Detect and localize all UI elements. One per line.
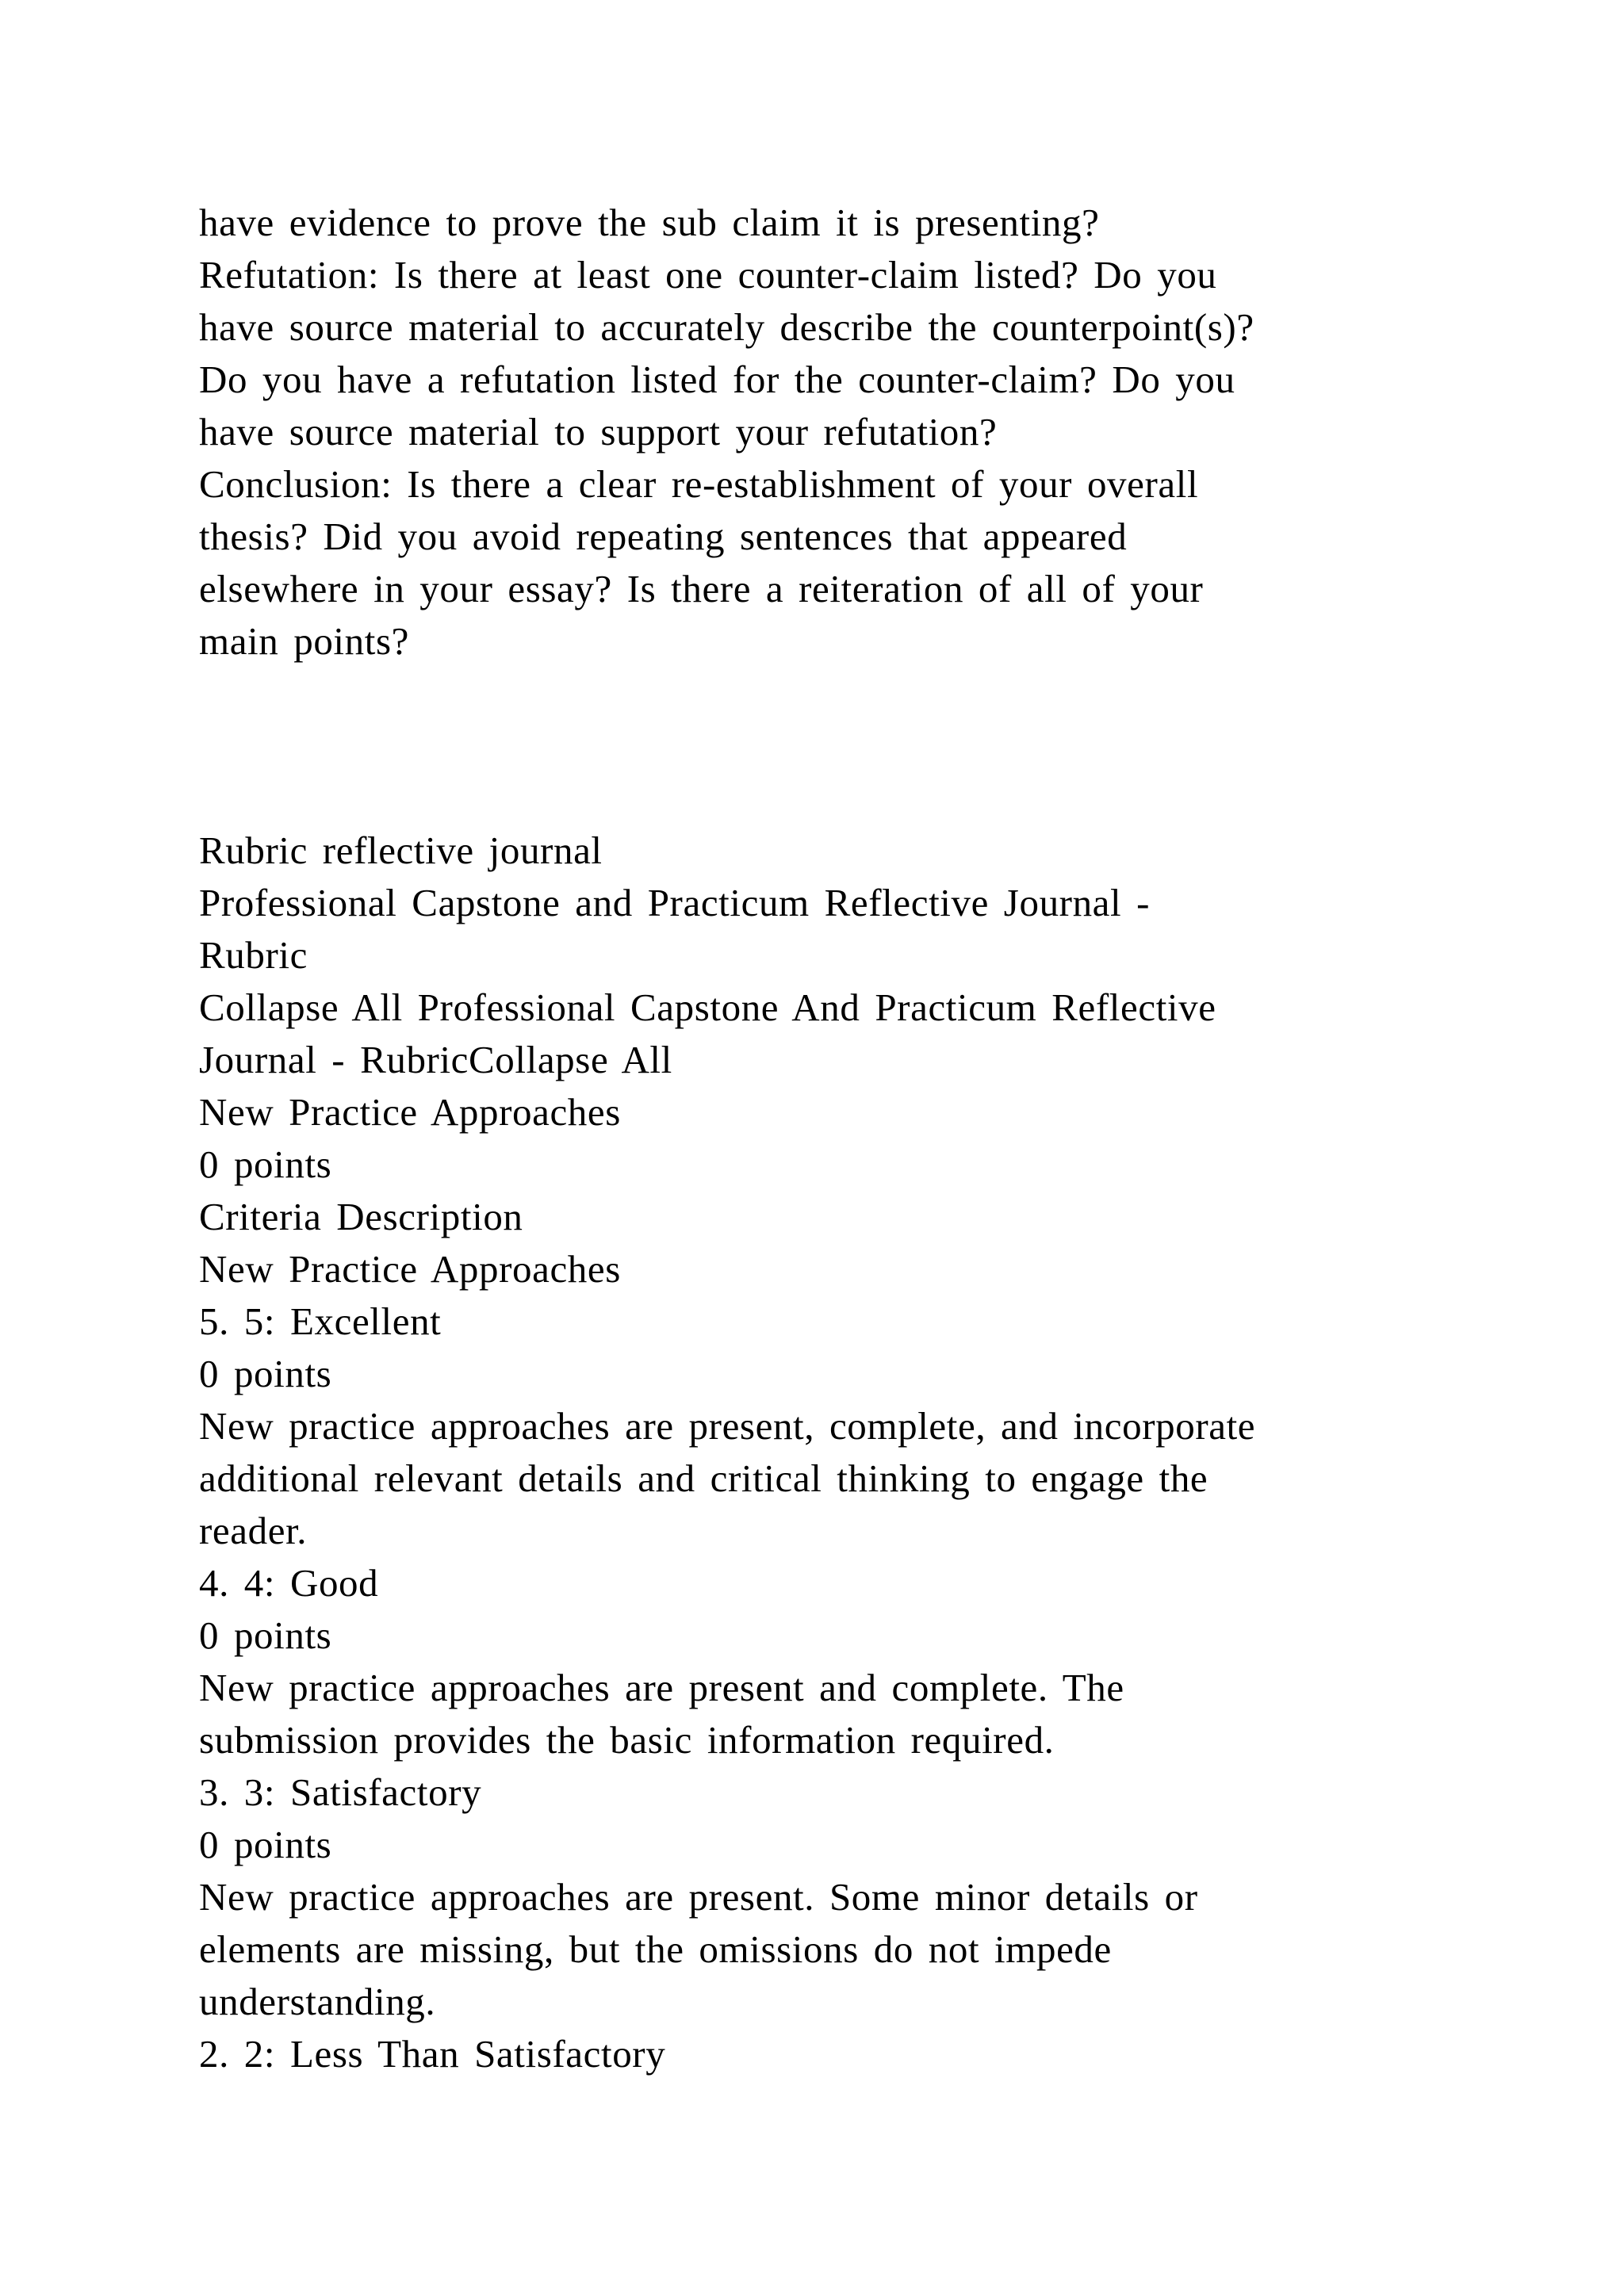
points-value: 0 points	[199, 1142, 332, 1186]
text-line: thesis? Did you avoid repeating sentences that appeared	[199, 515, 1128, 558]
text-line: Journal - RubricCollapse All	[199, 1038, 672, 1081]
criterion-name: New Practice Approaches	[199, 1090, 621, 1134]
text-line: main points?	[199, 619, 409, 663]
text-line: Conclusion: Is there a clear re-establishment of your overall	[199, 462, 1199, 506]
points-value: 0 points	[199, 1823, 332, 1866]
criterion-name: New Practice Approaches	[199, 1247, 621, 1291]
text-line: have evidence to prove the sub claim it is presenting?	[199, 201, 1100, 244]
rating-description: elements are missing, but the omissions do not impede	[199, 1927, 1112, 1971]
rating-description: reader.	[199, 1509, 308, 1552]
rating-level: 2. 2: Less Than Satisfactory	[199, 2032, 666, 2076]
rubric-heading: Professional Capstone and Practicum Reflective Journal -	[199, 881, 1151, 924]
text-line: Refutation: Is there at least one counter-claim listed? Do you	[199, 253, 1217, 297]
text-line: elsewhere in your essay? Is there a reiteration of all of your	[199, 567, 1204, 610]
points-value: 0 points	[199, 1613, 332, 1657]
rating-level: 5. 5: Excellent	[199, 1299, 442, 1343]
rubric-text	[199, 825, 1515, 2080]
rating-description: submission provides the basic information required.	[199, 1718, 1055, 1762]
rating-description: understanding.	[199, 1980, 436, 2023]
text-line: Do you have a refutation listed for the counter-claim? Do you	[199, 358, 1235, 401]
rubric-title: Rubric reflective journal	[199, 828, 603, 872]
rating-level: 4. 4: Good	[199, 1561, 379, 1605]
rating-level: 3. 3: Satisfactory	[199, 1770, 482, 1814]
text-line: Collapse All Professional Capstone And Practicum Reflective	[199, 985, 1216, 1029]
rubric-heading: Rubric	[199, 933, 308, 977]
rating-description: New practice approaches are present, complete, and incorporate	[199, 1404, 1256, 1448]
points-value: 0 points	[199, 1352, 332, 1395]
essay-checklist-text	[199, 197, 1515, 668]
rating-description: New practice approaches are present. Some minor details or	[199, 1875, 1198, 1919]
text-line: Criteria Description	[199, 1195, 523, 1238]
text-line: have source material to support your refutation?	[199, 410, 998, 453]
rating-description: additional relevant details and critical thinking to engage the	[199, 1456, 1208, 1500]
rating-description: New practice approaches are present and complete. The	[199, 1666, 1124, 1709]
text-line: have source material to accurately describe the counterpoint(s)?	[199, 305, 1254, 349]
